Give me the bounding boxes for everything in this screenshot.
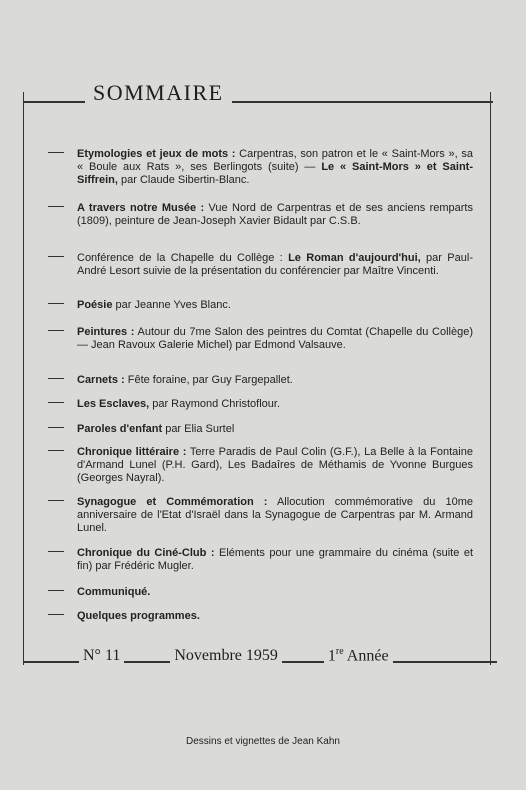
entry-dash — [48, 446, 77, 485]
illustration-credit: Dessins et vignettes de Jean Kahn — [186, 736, 340, 747]
entry-text — [77, 202, 473, 228]
toc-entry — [48, 446, 473, 485]
entry-heading: A travers notre Musée : — [77, 202, 205, 214]
entry-heading: Synagogue et Commémoration : — [77, 496, 268, 508]
footer-rule — [393, 661, 497, 662]
toc-entry — [48, 299, 473, 312]
entry-heading: Peintures : — [77, 326, 135, 338]
page-title: SOMMAIRE — [93, 80, 224, 105]
entry-heading: Quelques programmes. — [77, 610, 200, 622]
entry-description: Terre Paradis de Paul Colin (G.F.), La Belle à la Fontaine d'Armand Lunel (P.H. Gard), Les Badaîres de Méthamis de Yvonne Burgues (Georges Nayral). — [77, 446, 473, 484]
entry-description: par Paul-André Lesort suivie de la présentation du conférencier par Maître Vincenti. — [77, 252, 473, 277]
entry-dash — [48, 586, 77, 599]
entry-heading: Le « Saint-Mors » et Saint-Siffrein, — [77, 161, 473, 186]
entry-description: Autour du 7me Salon des peintres du Comtat (Chapelle du Collège) — Jean Ravoux Galerie Michel) par Edmond Valsauve. — [77, 326, 474, 351]
toc-entry — [48, 148, 473, 187]
entry-text — [77, 326, 473, 352]
entry-text — [77, 148, 473, 187]
entry-dash — [48, 202, 77, 228]
toc-entry — [48, 496, 473, 535]
entry-dash — [48, 252, 77, 278]
entry-text — [77, 423, 473, 436]
toc-entry — [48, 398, 473, 411]
toc-entry — [48, 202, 473, 228]
entry-text — [77, 610, 473, 623]
entry-description: par Claude Sibertin-Blanc. — [117, 174, 250, 186]
toc-entry — [48, 326, 473, 352]
entry-dash — [48, 496, 77, 535]
entry-heading: Communiqué. — [77, 586, 151, 598]
issue-number: N° 11 — [83, 647, 121, 664]
entry-heading: Poésie — [77, 299, 113, 311]
entry-text — [77, 446, 473, 485]
entry-text — [77, 398, 473, 411]
entry-description: Allocution commémorative du 10me anniversaire de l'Etat d'Israël dans la Synagogue de Carpentras par M. Armand Lunel. — [77, 496, 473, 534]
entry-description: par Raymond Christoflour. — [149, 398, 281, 410]
entry-dash — [48, 148, 77, 187]
entry-description: Carpentras, son patron et le « Saint-Mors », sa « Boule aux Rats », ses Berlingots (suite) — — [77, 148, 473, 173]
entry-dash — [48, 326, 77, 352]
entry-description: Eléments pour une grammaire du cinéma (suite et fin) par Frédéric Mugler. — [77, 547, 473, 572]
entry-heading: Le Roman d'aujourd'hui, — [288, 252, 421, 264]
entry-heading: Etymologies et jeux de mots : — [77, 148, 236, 160]
footer-rule — [23, 661, 79, 662]
entry-text — [77, 374, 473, 387]
entry-dash — [48, 374, 77, 387]
entry-text — [77, 299, 473, 312]
entry-description: par Jeanne Yves Blanc. — [112, 299, 231, 311]
entry-dash — [48, 398, 77, 411]
entry-description: Fête foraine, par Guy Fargepallet. — [124, 374, 293, 386]
entry-dash — [48, 547, 77, 573]
toc-entry — [48, 547, 473, 573]
frame-line-left — [23, 92, 24, 665]
entry-heading: Paroles d'enfant — [77, 423, 163, 435]
footer-rule — [282, 661, 324, 662]
entry-dash — [48, 610, 77, 623]
entry-description: Conférence de la Chapelle du Collège : — [77, 252, 289, 264]
issue-date: Novembre 1959 — [174, 647, 278, 664]
entry-heading: Les Esclaves, — [77, 398, 150, 410]
entry-text — [77, 586, 473, 599]
entry-description: Vue Nord de Carpentras et de ses anciens remparts (1809), peinture de Jean-Joseph Xavier Bidault par C.S.B. — [77, 202, 473, 227]
issue-year: 1re Année — [327, 646, 389, 665]
footer — [23, 645, 497, 667]
entry-text — [77, 547, 473, 573]
entry-heading: Chronique littéraire : — [77, 446, 187, 458]
entry-text — [77, 252, 473, 278]
toc-entry — [48, 586, 473, 599]
entry-description: par Elia Surtel — [162, 423, 235, 435]
footer-rule — [124, 661, 170, 662]
toc-entry — [48, 610, 473, 623]
entry-dash — [48, 299, 77, 312]
entry-text — [77, 496, 473, 535]
entry-dash — [48, 423, 77, 436]
entry-heading: Carnets : — [77, 374, 125, 386]
toc-entry — [48, 374, 473, 387]
frame-line-right — [490, 92, 491, 665]
toc-entry — [48, 252, 473, 278]
toc-entry — [48, 423, 473, 436]
entry-heading: Chronique du Ciné-Club : — [77, 547, 215, 559]
